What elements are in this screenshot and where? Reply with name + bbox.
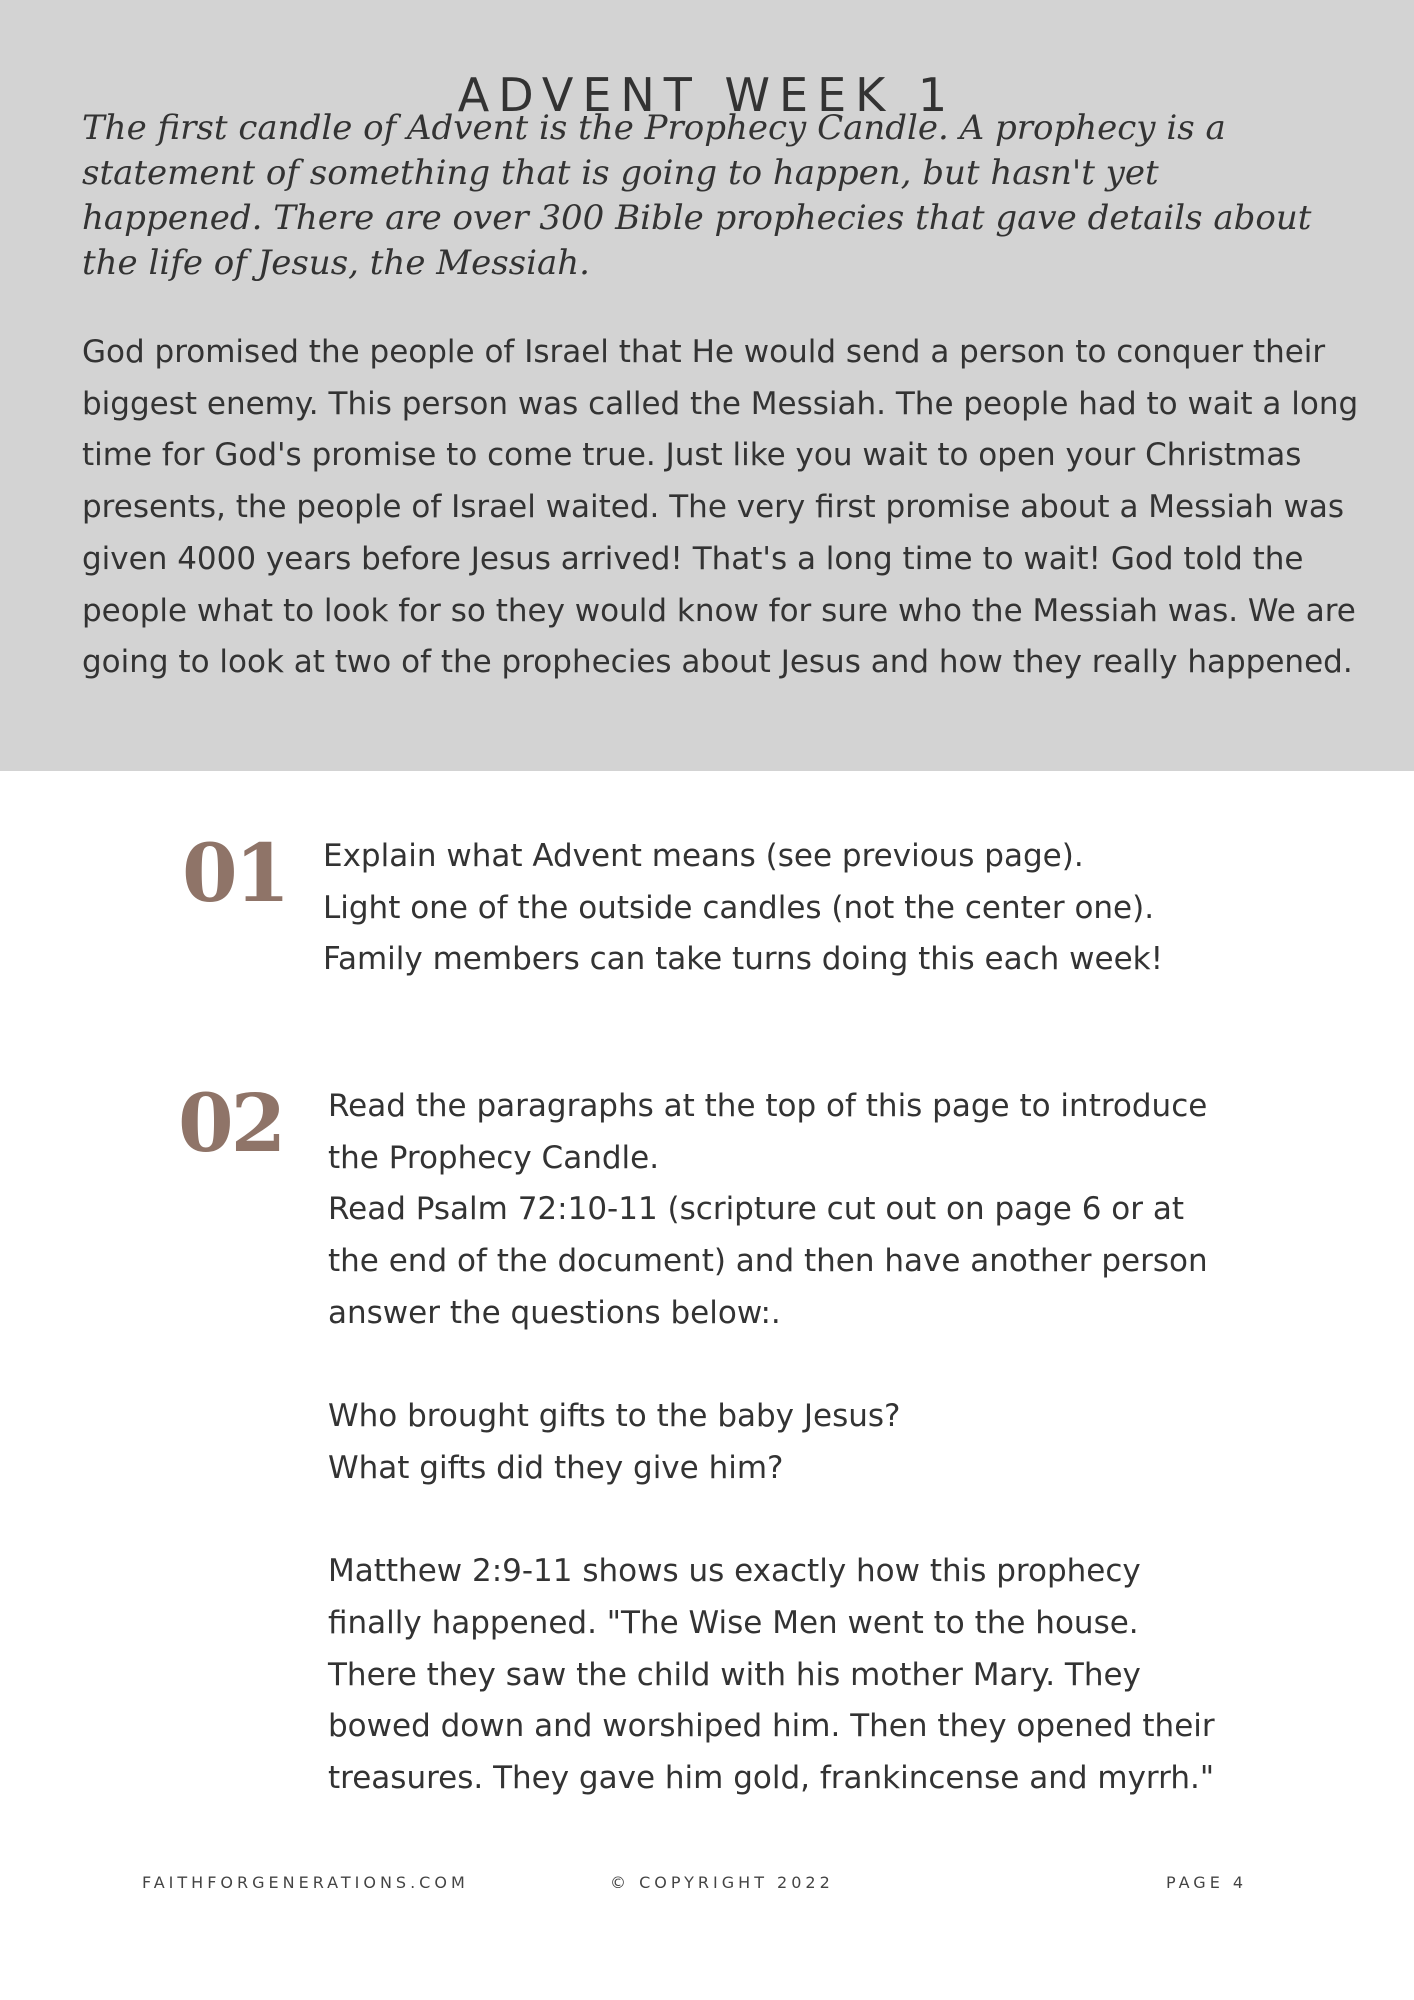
intro-paragraph: The first candle of Advent is the Prophecy Candle. A prophecy is a statement of something that is going to happen, but hasn't yet happened. There are over 300 Bible prophecies that gave details about the life of Jesus, the Messiah.: [82, 108, 1312, 283]
question-line: Who brought gifts to the baby Jesus?: [328, 1398, 901, 1435]
page-title: ADVENT WEEK 1: [457, 67, 957, 122]
step-1-line: Explain what Advent means (see previous page).: [323, 838, 1084, 874]
footer-page-number: PAGE 4: [1166, 1873, 1248, 1892]
footer-copyright: © COPYRIGHT 2022: [610, 1873, 834, 1892]
paragraph-gap: [328, 1495, 1328, 1547]
scripture-line: finally happened. "The Wise Men went to the house.: [328, 1605, 1139, 1641]
step-2-line: Read Psalm 72:10-11 (scripture cut out on page 6 or at: [328, 1191, 1185, 1228]
step-1-text: [323, 831, 1383, 986]
step-1-number: 01: [182, 826, 288, 920]
scripture-line: There they saw the child with his mother Mary. They: [328, 1656, 1141, 1693]
step-1-line: Family members can take turns doing this each week!: [323, 941, 1164, 978]
scripture-line: treasures. They gave him gold, frankincense and myrrh.": [328, 1760, 1215, 1797]
step-2-line: the end of the document) and then have another person: [328, 1243, 1208, 1280]
step-2-number: 02: [178, 1076, 284, 1170]
scripture-line: Matthew 2:9-11 shows us exactly how this prophecy: [328, 1553, 1141, 1590]
lead-paragraph: God promised the people of Israel that He would send a person to conquer their biggest enemy. This person was called the Messiah. The people had to wait a long time for God's promise to come true. Just like you wait to open your Christmas presents, the people of Israel waited. The very first promise about a Messiah was given 4000 years before Jesus arrived! That's a long time to wait! God told the people what to look for so they would know for sure who the Messiah was. We are going to look at two of the prophecies about Jesus and how they really happened.: [82, 334, 1359, 681]
step-2-line: answer the questions below:.: [328, 1294, 781, 1331]
step-2-line: the Prophecy Candle.: [328, 1139, 660, 1176]
step-2-text: [328, 1081, 1328, 1805]
scripture-line: bowed down and worshiped him. Then they opened their: [328, 1708, 1215, 1745]
step-2-line: Read the paragraphs at the top of this page to introduce: [328, 1088, 1208, 1124]
step-1-line: Light one of the outside candles (not the center one).: [323, 889, 1155, 926]
question-line: What gifts did they give him?: [328, 1449, 784, 1486]
paragraph-gap: [328, 1340, 1328, 1392]
footer-website: FAITHFORGENERATIONS.COM: [142, 1873, 469, 1892]
